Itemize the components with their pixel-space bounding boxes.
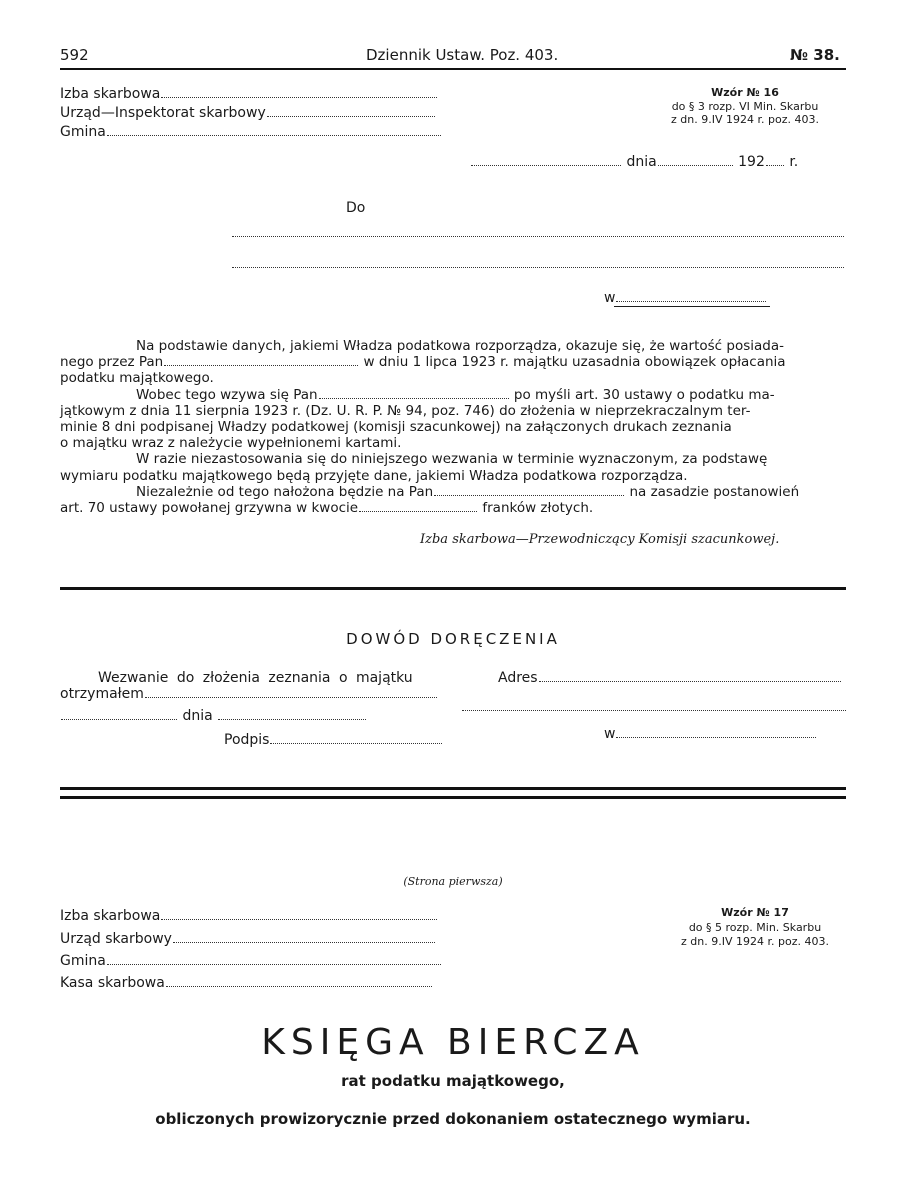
para2-line1: Wobec tego wzywa się Pan po myśli art. 30 ustawy o podatku ma- bbox=[136, 386, 775, 403]
ledger-subtitle-2: obliczonych prowizorycznie przed dokonaniem ostatecznego wymiaru. bbox=[155, 1110, 751, 1128]
address-field: Adres bbox=[498, 670, 842, 686]
strona-label: (Strona pierwsza) bbox=[403, 875, 503, 888]
separator-mid-1 bbox=[60, 787, 846, 790]
pattern-ref-17a: do § 5 rozp. Min. Skarbu bbox=[688, 921, 822, 934]
ledger-subtitle-1: rat podatku majątkowego, bbox=[341, 1072, 565, 1090]
para3-line1: W razie niezastosowania się do niniejszego wezwania w terminie wyznaczonym, za podstawę bbox=[136, 451, 768, 468]
separator-top bbox=[60, 587, 846, 590]
field17-gmina: Gmina bbox=[60, 953, 442, 969]
pattern-ref-16b: z dn. 9.IV 1924 r. poz. 403. bbox=[671, 113, 819, 126]
received-text-1: Wezwanie do złożenia zeznania o majątku bbox=[98, 670, 413, 686]
date-field-delivery: dnia bbox=[60, 708, 367, 724]
para1-line3: podatku majątkowego. bbox=[60, 370, 214, 387]
address-line-2 bbox=[462, 710, 846, 711]
addressee-place: w bbox=[604, 290, 767, 306]
para2-line4: o majątku wraz z należycie wypełnionemi kartami. bbox=[60, 435, 402, 452]
pattern-title-16: Wzór № 16 bbox=[711, 86, 779, 99]
pattern-title-17: Wzór № 17 bbox=[721, 906, 789, 919]
field17-urzad-skarbowy: Urząd skarbowy bbox=[60, 931, 436, 947]
para4-line1: Niezależnie od tego nałożona będzie na Pan na zasadzie postanowień bbox=[136, 483, 800, 500]
ledger-title: KSIĘGA BIERCZA bbox=[261, 1022, 645, 1063]
para4-line2: art. 70 ustawy powołanej grzywna w kwocie franków złotych. bbox=[60, 500, 594, 517]
field17-kasa-skarbowa: Kasa skarbowa bbox=[60, 975, 433, 991]
addressee-line-2 bbox=[232, 267, 844, 268]
addressee-label: Do bbox=[346, 200, 366, 216]
address-place: w bbox=[604, 726, 817, 742]
separator-mid-2 bbox=[60, 796, 846, 799]
para1-line2: nego przez Pan w dniu 1 lipca 1923 r. majątku uzasadnia obowiązek opłacania bbox=[60, 354, 786, 371]
field-urzad-inspektorat: Urząd—Inspektorat skarbowy bbox=[60, 105, 436, 121]
journal-title: Dziennik Ustaw. Poz. 403. bbox=[366, 46, 559, 64]
field-gmina: Gmina bbox=[60, 124, 442, 140]
page-number: 592 bbox=[60, 46, 89, 64]
summons-text bbox=[60, 338, 846, 516]
header-rule bbox=[60, 68, 846, 70]
field-izba-skarbowa: Izba skarbowa bbox=[60, 86, 438, 102]
para2-line2: jątkowym z dnia 11 sierpnia 1923 r. (Dz. U. R. P. № 94, poz. 746) do złożenia w nieprzekraczalnym ter- bbox=[60, 402, 751, 419]
para2-line3: minie 8 dni podpisanej Władzy podatkowej (komisji szacunkowej) na załączonych drukach zeznania bbox=[60, 419, 732, 436]
signature-line: Izba skarbowa—Przewodniczący Komisji szacunkowej. bbox=[420, 532, 780, 547]
delivery-title: DOWÓD DORĘCZENIA bbox=[346, 630, 560, 648]
addressee-place-rule bbox=[614, 306, 770, 307]
para3-line2: wymiaru podatku majątkowego będą przyjęte dane, jakiemi Władza podatkowa rozporządza. bbox=[60, 467, 688, 484]
pattern-ref-16a: do § 3 rozp. VI Min. Skarbu bbox=[671, 100, 819, 113]
pattern-ref-17b: z dn. 9.IV 1924 r. poz. 403. bbox=[681, 935, 829, 948]
received-text-2: otrzymałem bbox=[60, 686, 438, 702]
addressee-line-1 bbox=[232, 236, 844, 237]
para1-line1: Na podstawie danych, jakiemi Władza podatkowa rozporządza, okazuje się, że wartość posiada- bbox=[136, 338, 784, 354]
issue-number: № 38. bbox=[790, 46, 840, 64]
signature-field: Podpis bbox=[224, 732, 443, 748]
field17-izba-skarbowa: Izba skarbowa bbox=[60, 908, 438, 924]
date-line: dnia 192 r. bbox=[470, 154, 798, 170]
